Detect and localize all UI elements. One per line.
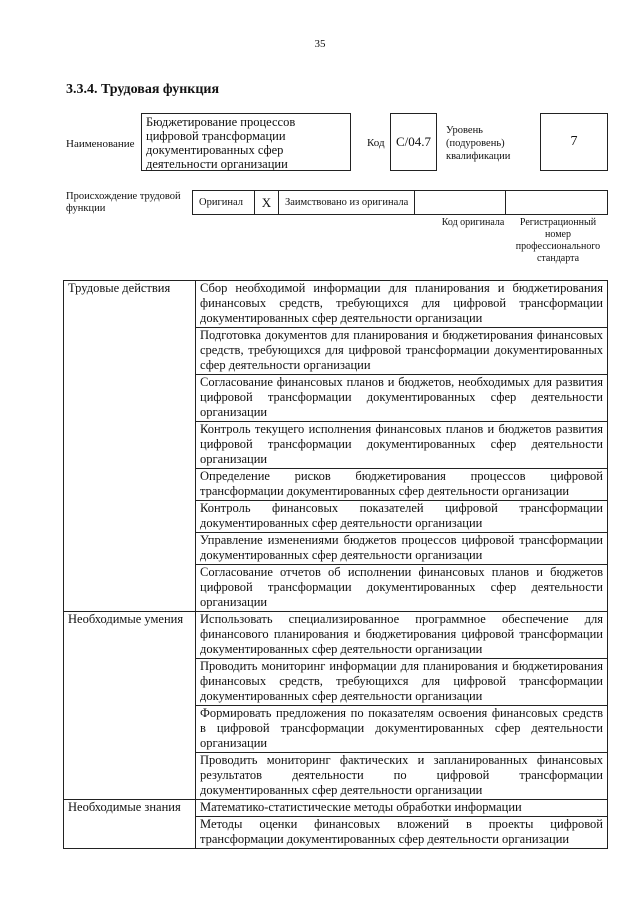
origin-label: Происхождение трудовой функции <box>66 191 181 214</box>
level-value: 7 <box>540 113 608 171</box>
origin-original: Оригинал <box>193 191 255 214</box>
section-label: Трудовые действия <box>64 281 196 612</box>
section-item: Определение рисков бюджетирования процессов цифровой трансформации документированных сфер деятельности организации <box>196 469 608 501</box>
name-label: Наименование <box>66 138 135 150</box>
origin-reg-caption: Регистрационный номер профессионального стандарта <box>515 217 601 264</box>
section-item: Управление изменениями бюджетов процессов цифровой трансформации документированных сфер деятельности организации <box>196 533 608 565</box>
origin-table <box>192 190 608 215</box>
section-label: Необходимые знания <box>64 800 196 849</box>
section-item: Формировать предложения по показателям освоения финансовых средств в цифровой трансформации документированных сфер деятельности организации <box>196 706 608 753</box>
section-item: Согласование финансовых планов и бюджетов, необходимых для развития цифровой трансформации документированных сфер деятельности организации <box>196 375 608 422</box>
section-title: 3.3.4. Трудовая функция <box>66 82 220 97</box>
origin-code-cell <box>415 191 506 214</box>
code-value: C/04.7 <box>390 113 437 171</box>
section-item: Согласование отчетов об исполнении финансовых планов и бюджетов цифровой трансформации документированных сфер деятельности организации <box>196 565 608 612</box>
section-item: Математико-статистические методы обработки информации <box>196 800 608 817</box>
page-number: 35 <box>314 38 326 50</box>
section-item: Проводить мониторинг информации для планирования и бюджетирования финансовых средств, требующихся для цифровой трансформации документированных сфер деятельности организации <box>196 659 608 706</box>
section-item: Подготовка документов для планирования и бюджетирования финансовых средств, требующихся для цифровой трансформации документированных сфер деятельности организации <box>196 328 608 375</box>
section-item: Контроль финансовых показателей цифровой трансформации документированных сфер деятельности организации <box>196 501 608 533</box>
level-label: Уровень (подуровень) квалификации <box>446 125 511 162</box>
section-item: Использовать специализированное программное обеспечение для финансового планирования и бюджетирования цифровой трансформации документированных сфер деятельности организации <box>196 612 608 659</box>
table-row <box>64 281 608 328</box>
section-label: Необходимые умения <box>64 612 196 800</box>
section-item: Контроль текущего исполнения финансовых планов и бюджетов развития цифровой трансформации документированных сфер деятельности организации <box>196 422 608 469</box>
section-item: Проводить мониторинг фактических и запланированных финансовых результатов деятельности по цифровой трансформации документированных сфер деятельности организации <box>196 753 608 800</box>
name-value: Бюджетирование процессов цифровой трансформации документированных сфер деятельности организации <box>141 113 351 171</box>
section-item: Методы оценки финансовых вложений в проекты цифровой трансформации документированных сфер деятельности организации <box>196 817 608 849</box>
origin-borrowed: Заимствовано из оригинала <box>279 191 415 214</box>
section-item: Сбор необходимой информации для планирования и бюджетирования финансовых средств, требующихся для цифровой трансформации документированных сфер деятельности организации <box>196 281 608 328</box>
origin-mark: X <box>255 191 279 214</box>
table-row <box>64 800 608 817</box>
origin-code-caption: Код оригинала <box>441 217 505 228</box>
table-row <box>64 612 608 659</box>
origin-reg-cell <box>506 191 607 214</box>
competency-table <box>63 280 608 849</box>
code-label: Код <box>367 137 385 149</box>
